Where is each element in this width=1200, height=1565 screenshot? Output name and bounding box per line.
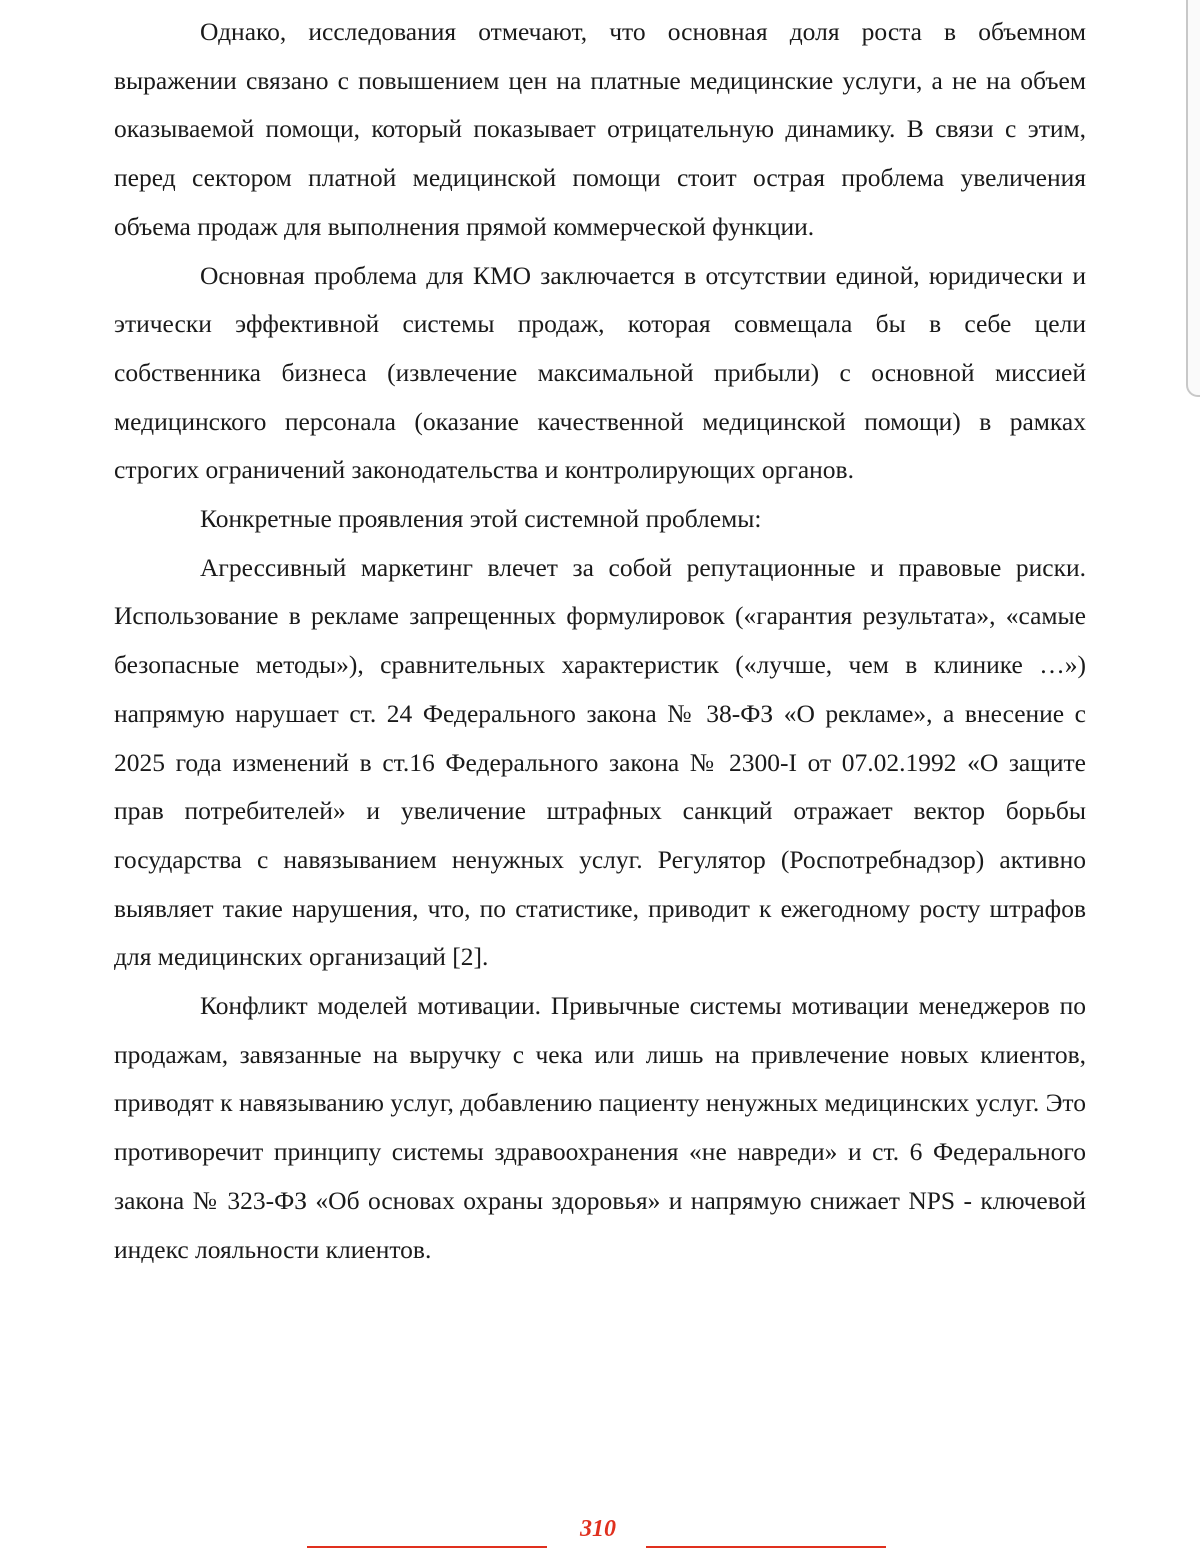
footer-rule-left [307, 1546, 547, 1548]
page-footer [0, 1512, 1200, 1552]
document-page [114, 8, 1086, 1274]
paragraph-motivation-conflict: Конфликт моделей мотивации. Привычные системы мотивации менеджеров по продажам, завязанные на выручку с чека или лишь на привлечение новых клиентов, приводят к навязыванию услуг, добавлению пациенту ненужных медицинских услуг. Это противоречит принципу системы здравоохранения «не навреди» и ст. 6 Федерального закона № 323-ФЗ «Об основах охраны здоровья» и напрямую снижает NPS - ключевой индекс лояльности клиентов. [114, 991, 1086, 1264]
paragraph-manifestations-intro: Конкретные проявления этой системной проблемы: [200, 504, 762, 534]
paragraph-aggressive-marketing: Агрессивный маркетинг влечет за собой репутационные и правовые риски. Использование в рекламе запрещенных формулировок («гарантия результата», «самые безопасные методы»), сравнительных характеристик («лучше, чем в клинике …») напрямую нарушает ст. 24 Федерального закона № 38-ФЗ «О рекламе», а внесение с 2025 года изменений в ст.16 Федерального закона № 2300-I от 07.02.1992 «О защите прав потребителей» и увеличение штрафных санкций отражает вектор борьбы государства с навязыванием ненужных услуг. Регулятор (Роспотребнадзор) активно выявляет такие нарушения, что, по статистике, приводит к ежегодному росту штрафов для медицинских организаций [2]. [114, 552, 1086, 972]
paragraph-growth-analysis: Однако, исследования отмечают, что основная доля роста в объемном выражении связано с повышением цен на платные медицинские услуги, а не на объем оказываемой помощи, который показывает отрицательную динамику. В связи с этим, перед сектором платной медицинской помощи стоит острая проблема увеличения объема продаж для выполнения прямой коммерческой функции. [114, 17, 1086, 241]
page-number: 310 [580, 1516, 616, 1542]
scrollbar-thumb[interactable] [1186, 0, 1200, 397]
paragraph-main-problem: Основная проблема для КМО заключается в отсутствии единой, юридически и этически эффективной системы продаж, которая совмещала бы в себе цели собственника бизнеса (извлечение максимальной прибыли) с основной миссией медицинского персонала (оказание качественной медицинской помощи) в рамках строгих ограничений законодательства и контролирующих органов. [114, 260, 1086, 485]
scrollbar[interactable] [1184, 0, 1200, 395]
footer-rule-right [646, 1546, 886, 1548]
